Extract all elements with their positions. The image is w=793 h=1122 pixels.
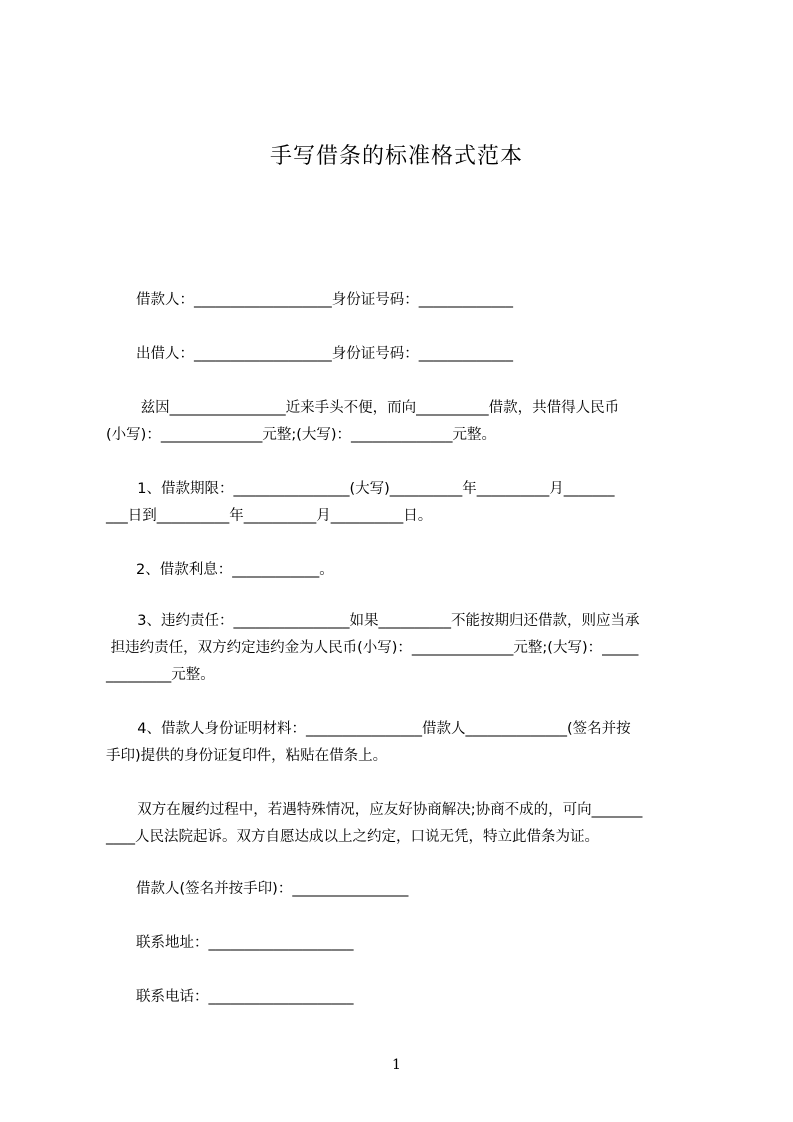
phone-line: 联系电话：____________________ xyxy=(136,989,354,1005)
page-number: 1 xyxy=(392,1057,401,1073)
liability-line-1: 3、违约责任：________________如果__________不能按期归还借款，则应当承 xyxy=(128,613,640,629)
dispute-line-1: 双方在履约过程中，若遇特殊情况，应友好协商解决;协商不成的，可向_______ xyxy=(128,802,643,818)
reason-line-1: 兹因________________近来手头不便，而向__________借款，共借得人民币 xyxy=(136,400,620,416)
id-material-line-2: 手印)提供的身份证复印件，粘贴在借条上。 xyxy=(106,748,388,764)
borrower-line: 借款人：___________________身份证号码：_____________ xyxy=(136,292,513,308)
signature-line: 借款人(签名并按手印)：________________ xyxy=(136,881,409,897)
term-line-1: 1、借款期限：________________(大写)__________年__________月_______ xyxy=(128,481,615,497)
id-material-line-1: 4、借款人身份证明材料：________________借款人______________(签名并按 xyxy=(128,721,631,737)
reason-line-2: (小写)：______________元整;(大写)：______________元整。 xyxy=(106,427,497,443)
term-line-2: ___日到__________年__________月__________日。 xyxy=(106,508,433,524)
liability-line-2: 担违约责任，双方约定违约金为人民币(小写)：______________元整;(大写)：_____ xyxy=(106,640,639,656)
interest-line: 2、借款利息：____________。 xyxy=(136,562,334,578)
lender-line: 出借人：___________________身份证号码：_____________ xyxy=(136,346,513,362)
document-title: 手写借条的标准格式范本 xyxy=(269,144,523,169)
liability-line-3: _________元整。 xyxy=(106,667,215,683)
dispute-line-2: ____人民法院起诉。双方自愿达成以上之约定，口说无凭，特立此借条为证。 xyxy=(106,829,599,845)
address-line: 联系地址：____________________ xyxy=(136,935,354,951)
